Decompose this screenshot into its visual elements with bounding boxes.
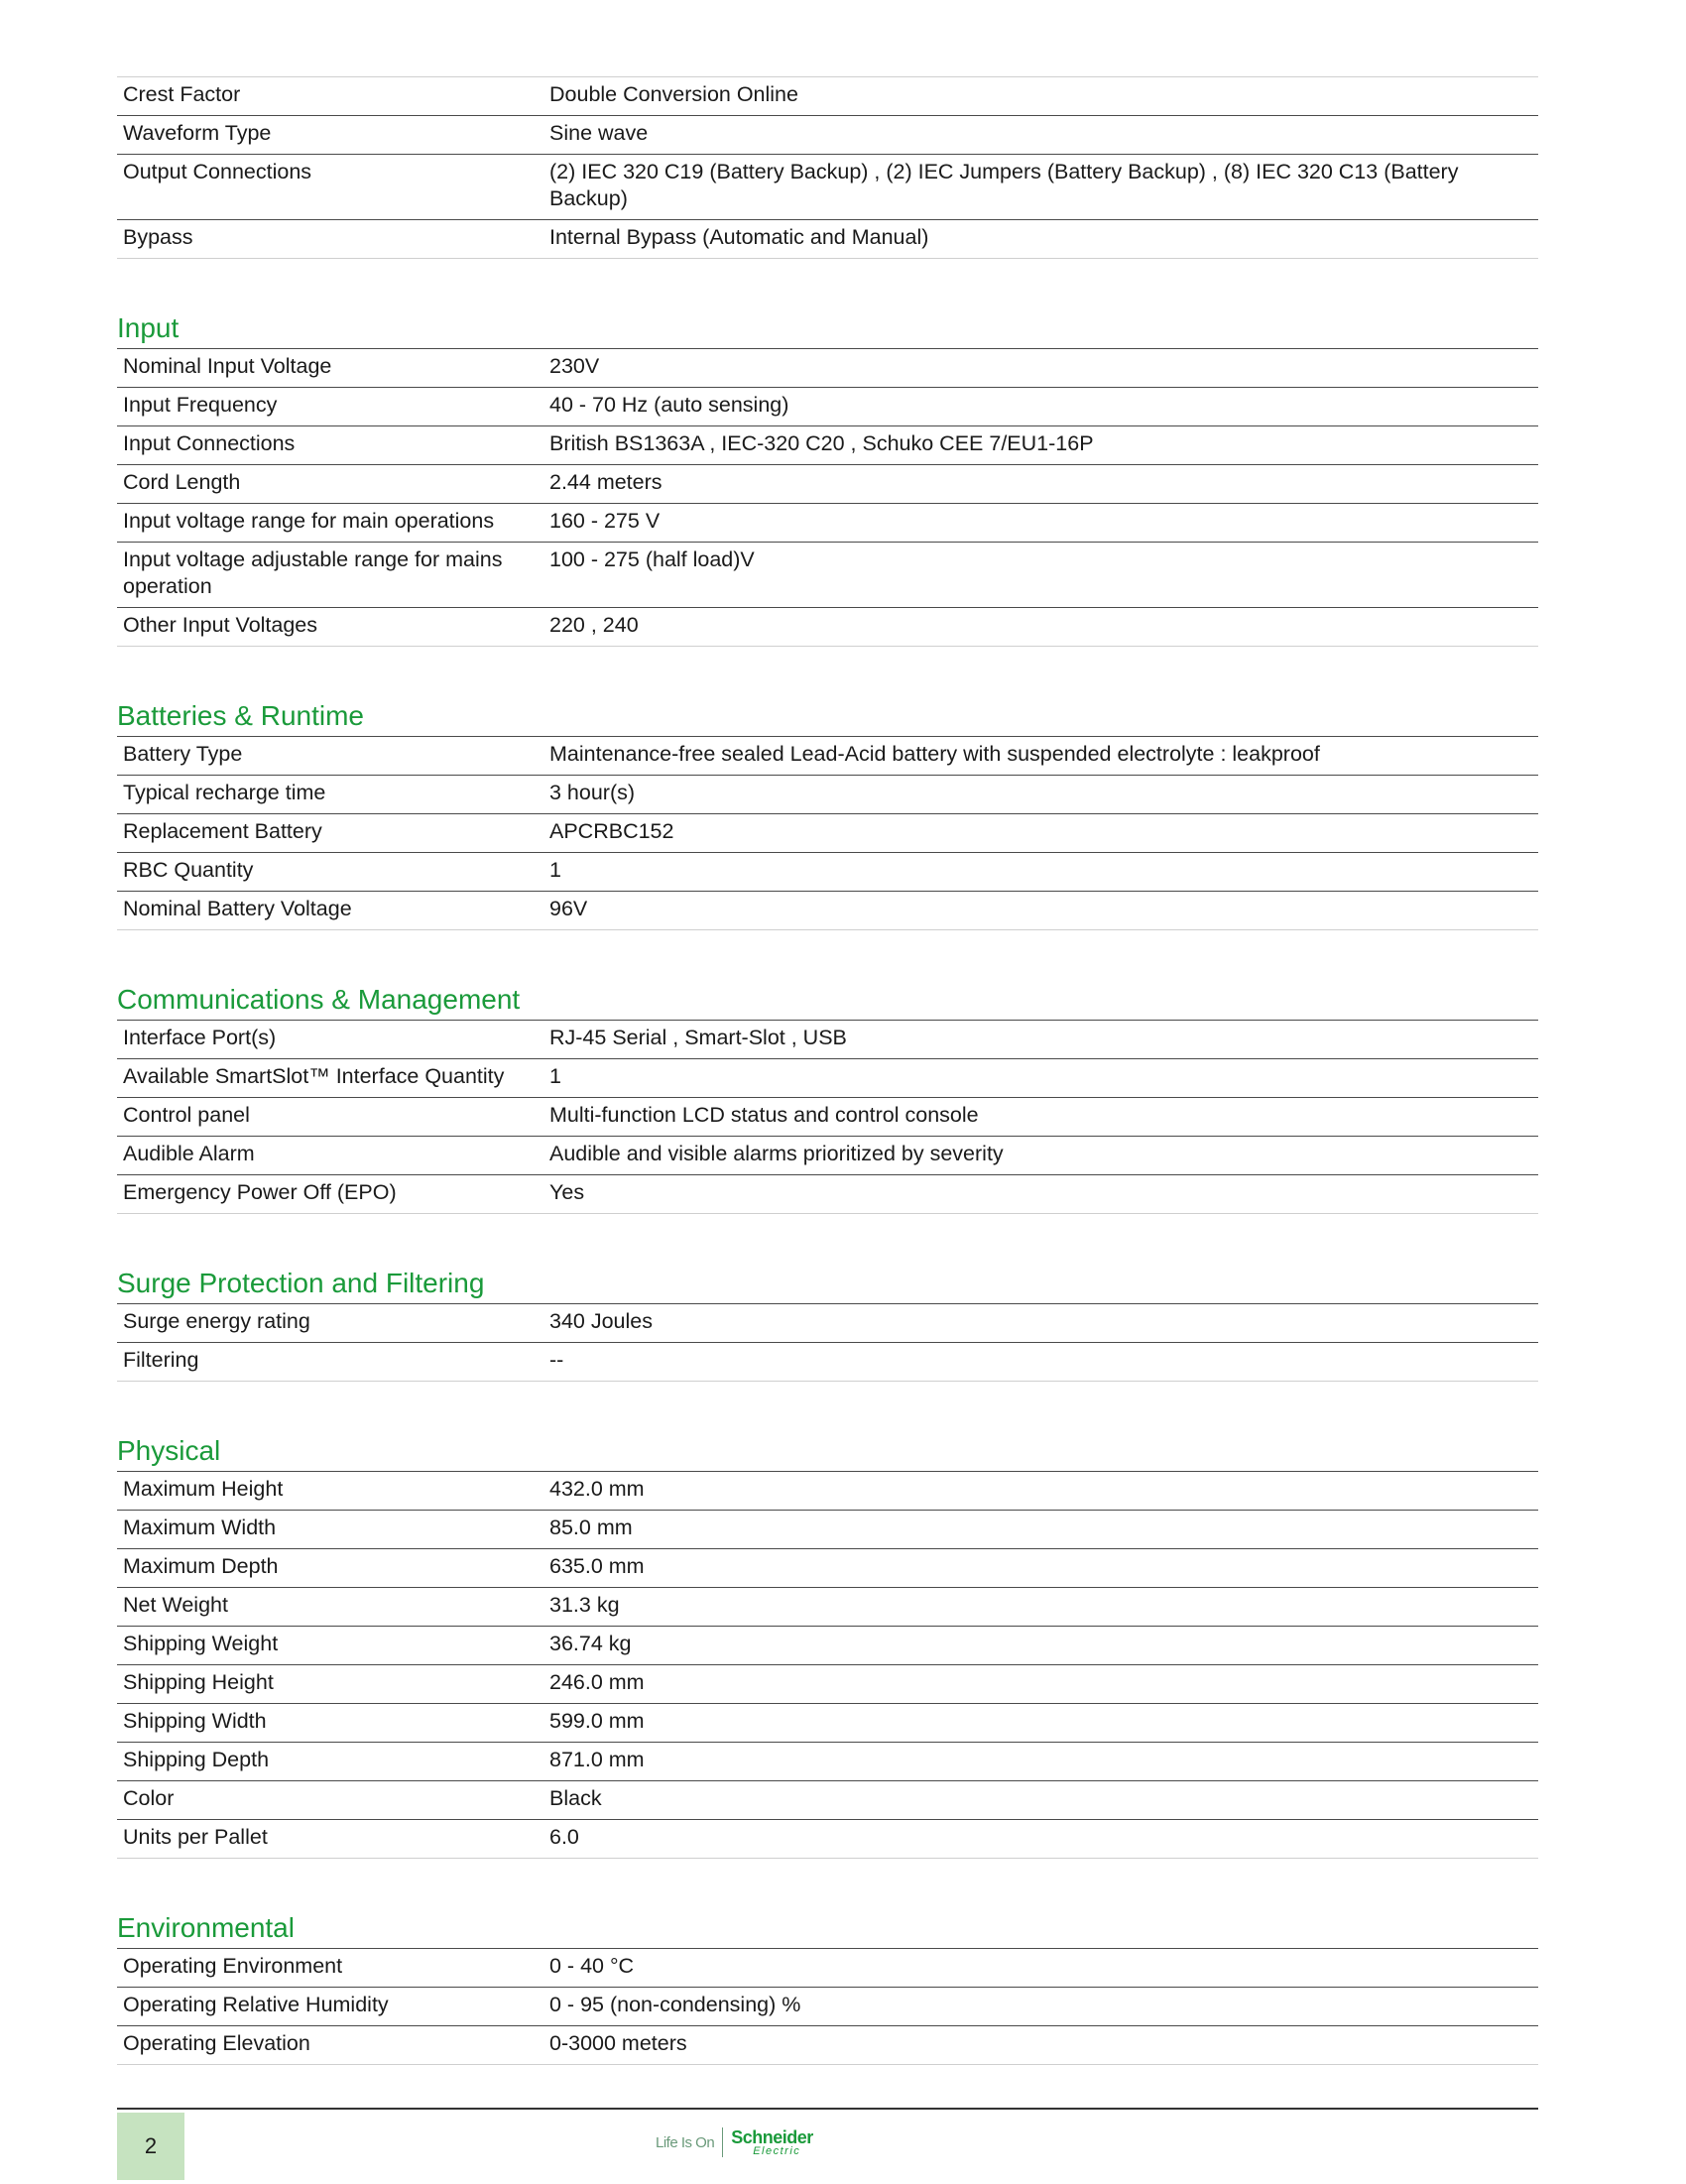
spec-label: Waveform Type xyxy=(117,116,543,155)
spec-value: 1 xyxy=(543,853,1538,892)
brand-sub: Electric xyxy=(753,2144,801,2157)
spec-row xyxy=(117,1472,1538,1511)
spec-row xyxy=(117,1627,1538,1665)
spec-table xyxy=(117,1303,1538,1382)
spec-value: 40 - 70 Hz (auto sensing) xyxy=(543,388,1538,426)
spec-value: 432.0 mm xyxy=(543,1472,1538,1511)
spec-value: 0-3000 meters xyxy=(543,2026,1538,2065)
spec-row xyxy=(117,77,1538,116)
spec-row xyxy=(117,465,1538,504)
spec-value: (2) IEC 320 C19 (Battery Backup) , (2) IEC Jumpers (Battery Backup) , (8) IEC 320 C13 (Battery Backup) xyxy=(543,155,1538,220)
spec-label: Net Weight xyxy=(117,1588,543,1627)
section-title: Communications & Management xyxy=(117,984,521,1015)
spec-label: Shipping Width xyxy=(117,1704,543,1743)
spec-label: Crest Factor xyxy=(117,77,543,116)
spec-label: Color xyxy=(117,1781,543,1820)
spec-row xyxy=(117,220,1538,259)
brand-name: Schneider xyxy=(731,2126,813,2147)
spec-value: 85.0 mm xyxy=(543,1511,1538,1549)
spec-label: Shipping Weight xyxy=(117,1627,543,1665)
spec-label: Cord Length xyxy=(117,465,543,504)
spec-label: Operating Relative Humidity xyxy=(117,1988,543,2026)
spec-label: Nominal Input Voltage xyxy=(117,349,543,388)
spec-table xyxy=(117,1948,1538,2065)
spec-value: 246.0 mm xyxy=(543,1665,1538,1704)
spec-value: 36.74 kg xyxy=(543,1627,1538,1665)
spec-label: Input voltage adjustable range for mains operation xyxy=(117,543,543,608)
spec-label: Surge energy rating xyxy=(117,1304,543,1343)
spec-value: 599.0 mm xyxy=(543,1704,1538,1743)
section-gap xyxy=(117,1859,1538,1910)
spec-label: Available SmartSlot™ Interface Quantity xyxy=(117,1059,543,1098)
spec-label: Maximum Width xyxy=(117,1511,543,1549)
spec-row xyxy=(117,1511,1538,1549)
spec-row xyxy=(117,1743,1538,1781)
section-gap xyxy=(117,647,1538,698)
spec-label: Other Input Voltages xyxy=(117,608,543,647)
spec-value: 635.0 mm xyxy=(543,1549,1538,1588)
spec-value: 31.3 kg xyxy=(543,1588,1538,1627)
spec-section xyxy=(117,1266,1538,1382)
spec-row xyxy=(117,892,1538,930)
spec-value: 100 - 275 (half load)V xyxy=(543,543,1538,608)
spec-row xyxy=(117,1098,1538,1137)
spec-label: Maximum Height xyxy=(117,1472,543,1511)
spec-row xyxy=(117,1059,1538,1098)
brand-tagline: Life Is On xyxy=(656,2133,715,2151)
spec-row xyxy=(117,814,1538,853)
spec-value: Yes xyxy=(543,1175,1538,1214)
spec-value: Internal Bypass (Automatic and Manual) xyxy=(543,220,1538,259)
spec-section xyxy=(117,1910,1538,2065)
spec-row xyxy=(117,388,1538,426)
spec-value: 1 xyxy=(543,1059,1538,1098)
spec-row xyxy=(117,1021,1538,1059)
schneider-logo xyxy=(731,2128,813,2157)
spec-label: Nominal Battery Voltage xyxy=(117,892,543,930)
section-gap xyxy=(117,1214,1538,1266)
spec-value: Sine wave xyxy=(543,116,1538,155)
section-title: Input xyxy=(117,312,180,343)
section-title: Physical xyxy=(117,1435,221,1466)
spec-row xyxy=(117,608,1538,647)
spec-value: Double Conversion Online xyxy=(543,77,1538,116)
spec-row xyxy=(117,349,1538,388)
spec-label: Units per Pallet xyxy=(117,1820,543,1859)
spec-row xyxy=(117,1137,1538,1175)
spec-label: Typical recharge time xyxy=(117,776,543,814)
spec-label: Operating Elevation xyxy=(117,2026,543,2065)
brand-divider xyxy=(722,2127,723,2157)
spec-row xyxy=(117,737,1538,776)
spec-value: 2.44 meters xyxy=(543,465,1538,504)
section-gap xyxy=(117,930,1538,982)
section-title: Surge Protection and Filtering xyxy=(117,1268,485,1298)
spec-label: Input voltage range for main operations xyxy=(117,504,543,543)
spec-value: 871.0 mm xyxy=(543,1743,1538,1781)
spec-row xyxy=(117,116,1538,155)
spec-label: Bypass xyxy=(117,220,543,259)
spec-row xyxy=(117,1665,1538,1704)
spec-row xyxy=(117,426,1538,465)
spec-row xyxy=(117,543,1538,608)
spec-value: British BS1363A , IEC-320 C20 , Schuko CEE 7/EU1-16P xyxy=(543,426,1538,465)
spec-table xyxy=(117,1020,1538,1214)
spec-row xyxy=(117,155,1538,220)
spec-label: Audible Alarm xyxy=(117,1137,543,1175)
spec-row xyxy=(117,1820,1538,1859)
spec-value: Multi-function LCD status and control console xyxy=(543,1098,1538,1137)
spec-section xyxy=(117,310,1538,647)
spec-value: Maintenance-free sealed Lead-Acid battery with suspended electrolyte : leakproof xyxy=(543,737,1538,776)
spec-value: 160 - 275 V xyxy=(543,504,1538,543)
spec-table xyxy=(117,736,1538,930)
spec-value: 340 Joules xyxy=(543,1304,1538,1343)
spec-row xyxy=(117,1704,1538,1743)
spec-row xyxy=(117,2026,1538,2065)
section-gap xyxy=(117,259,1538,310)
spec-value: 3 hour(s) xyxy=(543,776,1538,814)
spec-label: RBC Quantity xyxy=(117,853,543,892)
spec-row xyxy=(117,1988,1538,2026)
spec-section xyxy=(117,982,1538,1214)
spec-section xyxy=(117,698,1538,930)
page-number: 2 xyxy=(117,2113,184,2180)
spec-label: Output Connections xyxy=(117,155,543,220)
section-gap xyxy=(117,1382,1538,1433)
spec-row xyxy=(117,1175,1538,1214)
spec-document xyxy=(117,76,1538,2065)
spec-value: 0 - 95 (non-condensing) % xyxy=(543,1988,1538,2026)
spec-row xyxy=(117,1781,1538,1820)
spec-section xyxy=(117,76,1538,259)
spec-label: Operating Environment xyxy=(117,1949,543,1988)
spec-table xyxy=(117,1471,1538,1859)
spec-row xyxy=(117,1549,1538,1588)
spec-label: Maximum Depth xyxy=(117,1549,543,1588)
spec-label: Input Frequency xyxy=(117,388,543,426)
spec-value: 220 , 240 xyxy=(543,608,1538,647)
page-footer xyxy=(117,2108,1538,2184)
spec-value: 96V xyxy=(543,892,1538,930)
spec-value: 230V xyxy=(543,349,1538,388)
spec-label: Battery Type xyxy=(117,737,543,776)
spec-row xyxy=(117,504,1538,543)
spec-row xyxy=(117,1343,1538,1382)
spec-value: RJ-45 Serial , Smart-Slot , USB xyxy=(543,1021,1538,1059)
brand-logo xyxy=(656,2127,813,2157)
spec-row xyxy=(117,1588,1538,1627)
spec-table xyxy=(117,348,1538,647)
spec-value: 0 - 40 °C xyxy=(543,1949,1538,1988)
spec-label: Replacement Battery xyxy=(117,814,543,853)
section-title: Batteries & Runtime xyxy=(117,700,364,731)
spec-row xyxy=(117,853,1538,892)
spec-row xyxy=(117,776,1538,814)
spec-table xyxy=(117,76,1538,259)
spec-value: APCRBC152 xyxy=(543,814,1538,853)
spec-label: Emergency Power Off (EPO) xyxy=(117,1175,543,1214)
spec-label: Input Connections xyxy=(117,426,543,465)
spec-value: Black xyxy=(543,1781,1538,1820)
spec-value: -- xyxy=(543,1343,1538,1382)
spec-section xyxy=(117,1433,1538,1859)
spec-value: Audible and visible alarms prioritized by severity xyxy=(543,1137,1538,1175)
spec-value: 6.0 xyxy=(543,1820,1538,1859)
spec-row xyxy=(117,1949,1538,1988)
spec-label: Shipping Height xyxy=(117,1665,543,1704)
spec-label: Control panel xyxy=(117,1098,543,1137)
spec-row xyxy=(117,1304,1538,1343)
spec-label: Shipping Depth xyxy=(117,1743,543,1781)
spec-label: Filtering xyxy=(117,1343,543,1382)
section-title: Environmental xyxy=(117,1912,295,1943)
spec-label: Interface Port(s) xyxy=(117,1021,543,1059)
